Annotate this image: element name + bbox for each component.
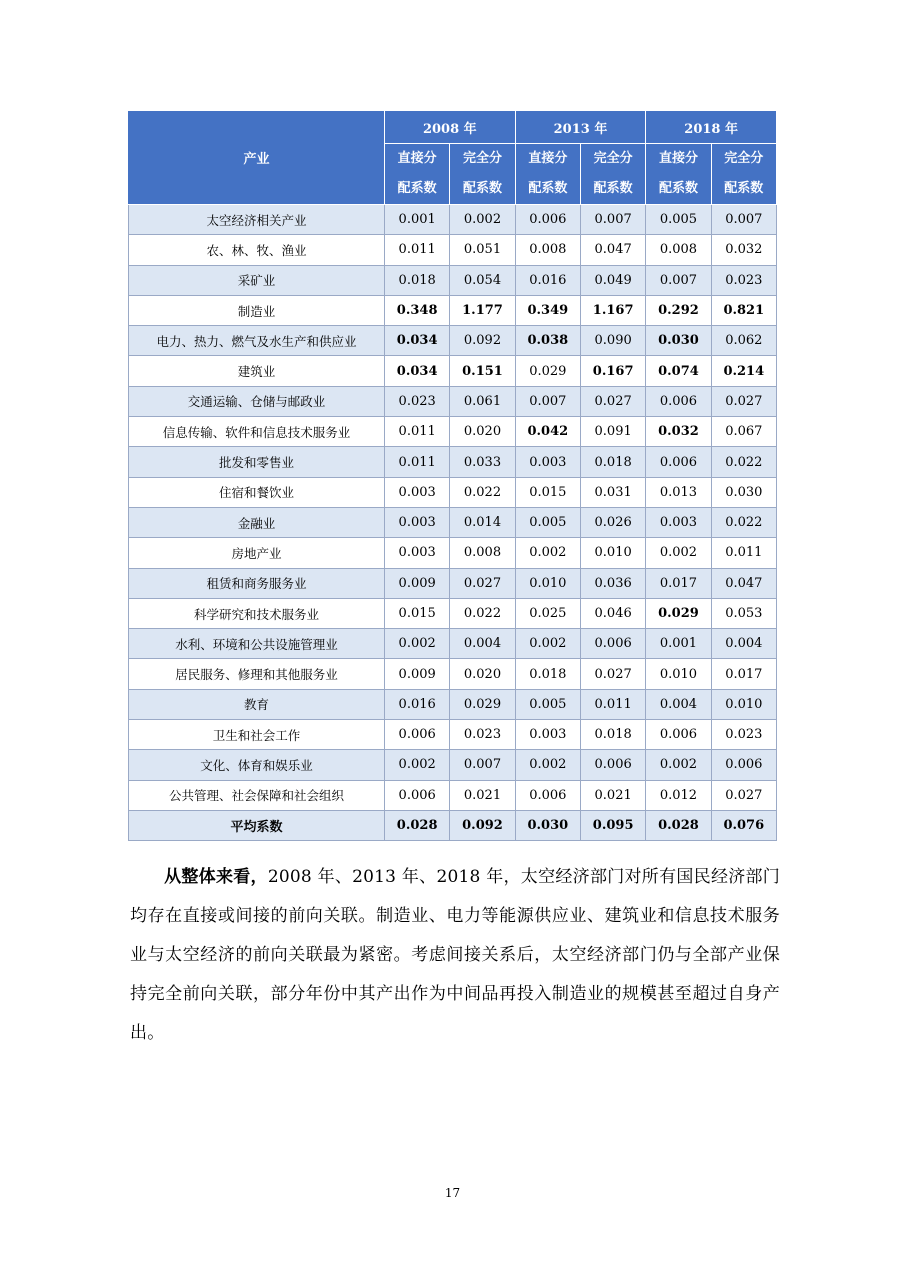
header-line: 配系数 [397, 181, 437, 196]
coefficient-cell: 0.020 [450, 659, 515, 689]
header-line: 完全分 [462, 151, 502, 166]
coefficient-cell: 0.005 [515, 689, 580, 719]
coefficient-cell: 0.007 [450, 750, 515, 780]
coefficient-cell: 0.349 [515, 295, 580, 325]
industry-name-cell: 太空经济相关产业 [129, 205, 385, 235]
industry-name-cell: 房地产业 [129, 538, 385, 568]
average-value-cell: 0.028 [646, 810, 711, 840]
coefficient-cell: 1.177 [450, 295, 515, 325]
coefficient-cell: 0.821 [711, 295, 776, 325]
table-row [129, 386, 777, 416]
coefficient-cell: 0.003 [646, 507, 711, 537]
coefficient-cell: 0.046 [580, 598, 645, 628]
coefficient-cell: 0.001 [646, 629, 711, 659]
table-row [129, 598, 777, 628]
coefficient-cell: 0.029 [646, 598, 711, 628]
table-row [129, 629, 777, 659]
coefficient-cell: 0.049 [580, 265, 645, 295]
coefficient-cell: 0.018 [580, 720, 645, 750]
coefficient-cell: 0.001 [385, 205, 450, 235]
coefficient-cell: 0.015 [515, 477, 580, 507]
coefficient-cell: 0.008 [450, 538, 515, 568]
total-coefficient-header [711, 144, 776, 205]
coefficient-cell: 0.023 [711, 265, 776, 295]
coefficient-cell: 0.017 [711, 659, 776, 689]
coefficient-cell: 0.167 [580, 356, 645, 386]
coefficient-cell: 0.005 [646, 205, 711, 235]
coefficient-cell: 0.032 [711, 235, 776, 265]
coefficient-cell: 0.005 [515, 507, 580, 537]
coefficient-cell: 0.006 [515, 780, 580, 810]
coefficient-cell: 0.027 [580, 386, 645, 416]
year-header-2013: 2013 年 [515, 111, 646, 144]
industry-header: 产业 [129, 111, 385, 205]
coefficient-cell: 0.004 [711, 629, 776, 659]
coefficient-cell: 0.061 [450, 386, 515, 416]
coefficient-cell: 0.051 [450, 235, 515, 265]
coefficient-cell: 0.006 [385, 780, 450, 810]
coefficient-cell: 0.007 [580, 205, 645, 235]
coefficient-cell: 0.006 [711, 750, 776, 780]
coefficient-cell: 0.027 [450, 568, 515, 598]
coefficient-cell: 0.003 [385, 477, 450, 507]
table-row [129, 507, 777, 537]
industry-name-cell: 金融业 [129, 507, 385, 537]
coefficient-cell: 0.017 [646, 568, 711, 598]
coefficient-cell: 0.031 [580, 477, 645, 507]
average-value-cell: 0.095 [580, 810, 645, 840]
coefficient-cell: 0.002 [515, 629, 580, 659]
coefficient-cell: 0.092 [450, 326, 515, 356]
coefficient-cell: 0.010 [580, 538, 645, 568]
header-line: 直接分 [528, 151, 568, 166]
coefficient-cell: 0.018 [580, 447, 645, 477]
header-line: 配系数 [462, 181, 502, 196]
industry-name-cell: 居民服务、修理和其他服务业 [129, 659, 385, 689]
coefficient-cell: 0.006 [580, 750, 645, 780]
direct-coefficient-header [646, 144, 711, 205]
header-line: 配系数 [724, 181, 764, 196]
coefficient-cell: 0.038 [515, 326, 580, 356]
coefficient-cell: 0.074 [646, 356, 711, 386]
coefficient-cell: 0.022 [450, 598, 515, 628]
coefficient-cell: 0.292 [646, 295, 711, 325]
industry-name-cell: 卫生和社会工作 [129, 720, 385, 750]
coefficient-cell: 0.018 [385, 265, 450, 295]
coefficient-cell: 0.006 [646, 447, 711, 477]
coefficient-cell: 0.027 [580, 659, 645, 689]
average-label-cell: 平均系数 [129, 810, 385, 840]
coefficient-cell: 0.027 [711, 386, 776, 416]
direct-coefficient-header [385, 144, 450, 205]
body-paragraph [130, 858, 780, 1053]
header-line: 配系数 [658, 181, 698, 196]
industry-name-cell: 交通运输、仓储与邮政业 [129, 386, 385, 416]
table-row [129, 568, 777, 598]
coefficient-cell: 1.167 [580, 295, 645, 325]
header-line: 配系数 [593, 181, 633, 196]
allocation-coefficient-table [128, 110, 777, 841]
coefficient-cell: 0.029 [515, 356, 580, 386]
coefficient-cell: 0.002 [450, 205, 515, 235]
table-row [129, 295, 777, 325]
header-line: 直接分 [658, 151, 698, 166]
coefficient-cell: 0.034 [385, 326, 450, 356]
coefficient-cell: 0.022 [450, 477, 515, 507]
coefficient-cell: 0.003 [515, 720, 580, 750]
total-coefficient-header [580, 144, 645, 205]
coefficient-cell: 0.047 [711, 568, 776, 598]
coefficient-cell: 0.011 [580, 689, 645, 719]
coefficient-cell: 0.003 [385, 538, 450, 568]
table-row [129, 477, 777, 507]
industry-name-cell: 批发和零售业 [129, 447, 385, 477]
coefficient-cell: 0.002 [646, 538, 711, 568]
coefficient-cell: 0.010 [711, 689, 776, 719]
industry-name-cell: 教育 [129, 689, 385, 719]
coefficient-cell: 0.011 [711, 538, 776, 568]
coefficient-cell: 0.003 [385, 507, 450, 537]
coefficient-cell: 0.016 [515, 265, 580, 295]
coefficient-cell: 0.002 [515, 750, 580, 780]
coefficient-cell: 0.047 [580, 235, 645, 265]
page-number: 17 [444, 1186, 461, 1200]
coefficient-cell: 0.151 [450, 356, 515, 386]
coefficient-cell: 0.030 [646, 326, 711, 356]
coefficient-cell: 0.023 [450, 720, 515, 750]
coefficient-cell: 0.011 [385, 447, 450, 477]
table-row [129, 205, 777, 235]
coefficient-cell: 0.032 [646, 417, 711, 447]
coefficient-cell: 0.006 [646, 720, 711, 750]
table-row [129, 326, 777, 356]
coefficient-cell: 0.015 [385, 598, 450, 628]
industry-name-cell: 电力、热力、燃气及水生产和供应业 [129, 326, 385, 356]
industry-name-cell: 公共管理、社会保障和社会组织 [129, 780, 385, 810]
industry-name-cell: 制造业 [129, 295, 385, 325]
coefficient-cell: 0.016 [385, 689, 450, 719]
coefficient-cell: 0.026 [580, 507, 645, 537]
industry-name-cell: 租赁和商务服务业 [129, 568, 385, 598]
industry-name-cell: 住宿和餐饮业 [129, 477, 385, 507]
table-row [129, 265, 777, 295]
coefficient-cell: 0.034 [385, 356, 450, 386]
table-row [129, 750, 777, 780]
industry-name-cell: 信息传输、软件和信息技术服务业 [129, 417, 385, 447]
coefficient-cell: 0.008 [646, 235, 711, 265]
coefficient-cell: 0.036 [580, 568, 645, 598]
coefficient-cell: 0.013 [646, 477, 711, 507]
table-row [129, 235, 777, 265]
table-row [129, 689, 777, 719]
coefficient-cell: 0.025 [515, 598, 580, 628]
industry-name-cell: 水利、环境和公共设施管理业 [129, 629, 385, 659]
average-value-cell: 0.076 [711, 810, 776, 840]
average-value-cell: 0.092 [450, 810, 515, 840]
coefficient-cell: 0.011 [385, 235, 450, 265]
coefficient-cell: 0.009 [385, 568, 450, 598]
coefficient-cell: 0.067 [711, 417, 776, 447]
table-row [129, 720, 777, 750]
coefficient-cell: 0.010 [646, 659, 711, 689]
coefficient-cell: 0.020 [450, 417, 515, 447]
coefficient-cell: 0.091 [580, 417, 645, 447]
average-value-cell: 0.030 [515, 810, 580, 840]
coefficient-cell: 0.090 [580, 326, 645, 356]
industry-name-cell: 建筑业 [129, 356, 385, 386]
coefficient-cell: 0.006 [646, 386, 711, 416]
coefficient-cell: 0.022 [711, 507, 776, 537]
direct-coefficient-header [515, 144, 580, 205]
industry-name-cell: 文化、体育和娱乐业 [129, 750, 385, 780]
coefficient-cell: 0.042 [515, 417, 580, 447]
average-row [129, 810, 777, 840]
header-line: 完全分 [724, 151, 764, 166]
header-line: 直接分 [397, 151, 437, 166]
coefficient-cell: 0.003 [515, 447, 580, 477]
coefficient-cell: 0.054 [450, 265, 515, 295]
coefficient-cell: 0.004 [646, 689, 711, 719]
coefficient-cell: 0.027 [711, 780, 776, 810]
coefficient-cell: 0.053 [711, 598, 776, 628]
coefficient-cell: 0.033 [450, 447, 515, 477]
table-row [129, 447, 777, 477]
coefficient-cell: 0.002 [646, 750, 711, 780]
coefficient-cell: 0.004 [450, 629, 515, 659]
coefficient-cell: 0.029 [450, 689, 515, 719]
coefficient-cell: 0.023 [385, 386, 450, 416]
coefficient-cell: 0.009 [385, 659, 450, 689]
coefficient-cell: 0.011 [385, 417, 450, 447]
coefficient-cell: 0.006 [515, 205, 580, 235]
coefficient-cell: 0.012 [646, 780, 711, 810]
coefficient-cell: 0.030 [711, 477, 776, 507]
industry-name-cell: 采矿业 [129, 265, 385, 295]
year-header-2018: 2018 年 [646, 111, 777, 144]
table-body [129, 205, 777, 841]
paragraph-lead: 从整体来看， [164, 867, 268, 887]
coefficient-cell: 0.021 [580, 780, 645, 810]
coefficient-cell: 0.002 [515, 538, 580, 568]
coefficient-cell: 0.002 [385, 750, 450, 780]
coefficient-cell: 0.008 [515, 235, 580, 265]
coefficient-cell: 0.022 [711, 447, 776, 477]
coefficient-cell: 0.023 [711, 720, 776, 750]
header-line: 完全分 [593, 151, 633, 166]
table-row [129, 356, 777, 386]
coefficient-cell: 0.062 [711, 326, 776, 356]
coefficient-cell: 0.006 [385, 720, 450, 750]
coefficient-cell: 0.006 [580, 629, 645, 659]
table-row [129, 659, 777, 689]
industry-name-cell: 科学研究和技术服务业 [129, 598, 385, 628]
coefficient-cell: 0.007 [515, 386, 580, 416]
coefficient-cell: 0.348 [385, 295, 450, 325]
coefficient-cell: 0.014 [450, 507, 515, 537]
coefficient-cell: 0.021 [450, 780, 515, 810]
coefficient-cell: 0.214 [711, 356, 776, 386]
header-line: 配系数 [528, 181, 568, 196]
year-header-2008: 2008 年 [385, 111, 516, 144]
coefficient-cell: 0.018 [515, 659, 580, 689]
table-row [129, 538, 777, 568]
industry-name-cell: 农、林、牧、渔业 [129, 235, 385, 265]
paragraph-body: 2008 年、2013 年、2018 年，太空经济部门对所有国民经济部门均存在直接或间接的前向关联。制造业、电力等能源供应业、建筑业和信息技术服务业与太空经济的前向关联最为紧密。考虑间接关系后，太空经济部门仍与全部产业保持完全前向关联，部分年份中其产出作为中间品再投入制造业的规模甚至超过自身产出。 [130, 867, 781, 1043]
coefficient-cell: 0.002 [385, 629, 450, 659]
table-row [129, 780, 777, 810]
coefficient-cell: 0.010 [515, 568, 580, 598]
coefficient-cell: 0.007 [646, 265, 711, 295]
average-value-cell: 0.028 [385, 810, 450, 840]
total-coefficient-header [450, 144, 515, 205]
coefficient-cell: 0.007 [711, 205, 776, 235]
table-row [129, 417, 777, 447]
